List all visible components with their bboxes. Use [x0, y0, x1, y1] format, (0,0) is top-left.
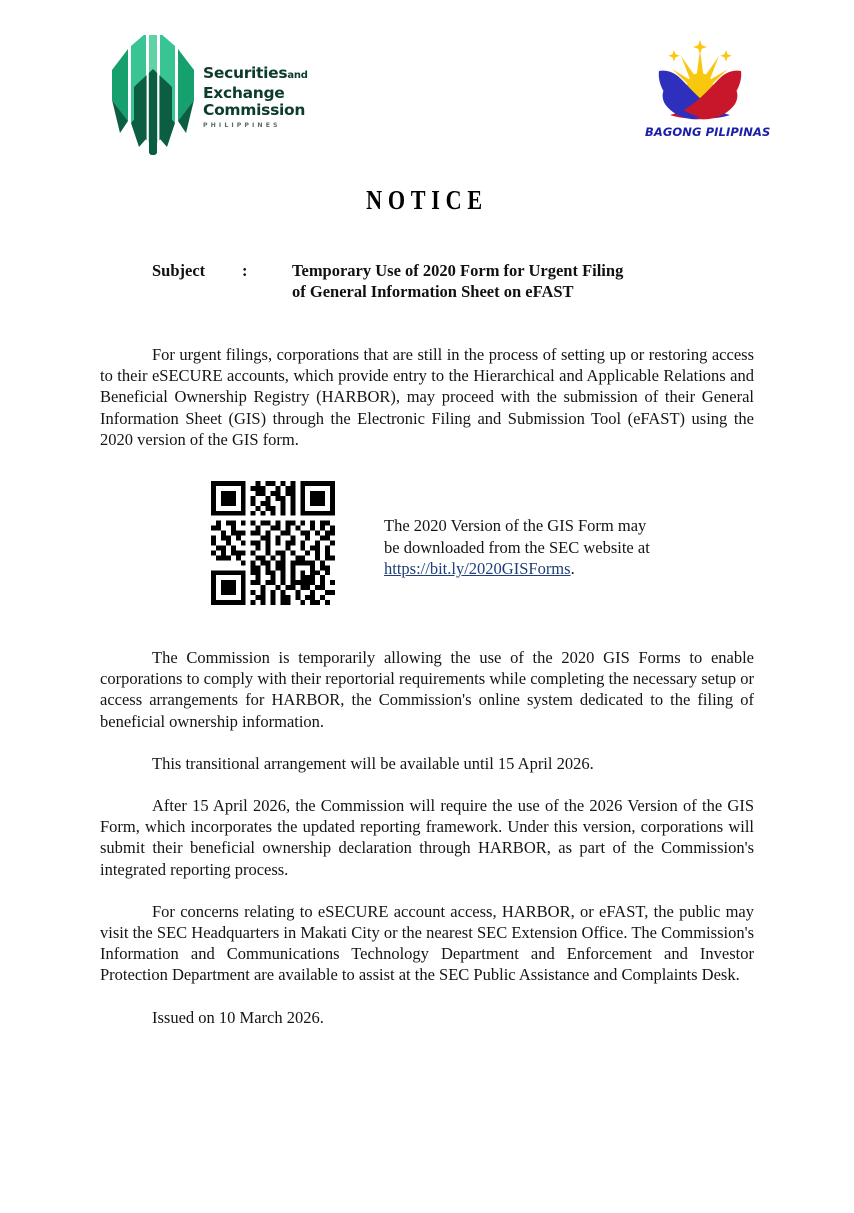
page-title: NOTICE	[366, 185, 488, 215]
qr-code	[211, 481, 335, 605]
subject-value-line2: of General Information Sheet on eFAST	[292, 282, 574, 301]
qr-code-image	[211, 481, 335, 605]
notice-document	[100, 185, 754, 1028]
qr-text-line3	[384, 558, 650, 580]
bagong-pilipinas-logo	[645, 38, 771, 139]
spacer	[100, 986, 754, 1007]
spacer	[100, 774, 754, 795]
spacer	[100, 302, 754, 344]
sec-wordmark-line3: Commission	[203, 101, 306, 120]
qr-description	[384, 481, 650, 580]
gis-forms-link[interactable]: https://bit.ly/2020GISForms	[384, 559, 571, 579]
sec-wordmark	[203, 61, 308, 129]
paragraph-4: After 15 April 2026, the Commission will require the use of the 2026 Version of the GIS Form, which incorporates the updated reporting framework. Under this version, corporations will submit their beneficial ownership declaration through HARBOR, as part of the Commission's integrated reporting process.	[100, 796, 754, 879]
spacer	[100, 732, 754, 753]
sec-wordmark-line2: Exchange	[203, 83, 285, 102]
spacer	[100, 605, 754, 647]
qr-block	[100, 481, 754, 605]
qr-text-line2: be downloaded from the SEC website at	[384, 537, 650, 557]
document-header	[0, 30, 854, 165]
subject-value-line1: Temporary Use of 2020 Form for Urgent Filing	[292, 261, 624, 280]
qr-link-period: .	[570, 559, 575, 579]
sec-wordmark-tagline: PHILIPPINES	[203, 121, 281, 129]
spacer	[100, 880, 754, 901]
sec-word-securities: Securities	[203, 64, 288, 83]
sec-word-and: and	[287, 70, 308, 82]
bagong-pilipinas-caption: BAGONG PILIPINAS	[645, 125, 771, 139]
subject-line	[152, 260, 754, 302]
sec-wordmark-line1	[203, 65, 308, 85]
paragraph-5: For concerns relating to eSECURE account access, HARBOR, or eFAST, the public may visit the SEC Headquarters in Makati City or the nearest SEC Extension Office. The Commission's Information and Communications Technology Department and Enforcement and Investor Protection Department are available to assist at the SEC Public Assistance and Complaints Desk.	[100, 901, 754, 985]
sec-hexagon-mark	[112, 35, 194, 155]
paragraph-2: The Commission is temporarily allowing the use of the 2020 GIS Forms to enable corporations to comply with their reportorial requirements while completing the necessary setup or access arrangements for HARBOR, the Commission's online system dedicated to the filing of beneficial ownership information.	[100, 648, 754, 731]
bagong-pilipinas-sun-mark	[650, 38, 750, 123]
subject-label: Subject	[152, 261, 206, 280]
paragraph-3: This transitional arrangement will be available until 15 April 2026.	[152, 753, 594, 773]
qr-text-line1: The 2020 Version of the GIS Form may	[384, 516, 647, 536]
subject-colon: :	[242, 261, 248, 280]
paragraph-1: For urgent filings, corporations that are still in the process of setting up or restoring access to their eSECURE accounts, which provide entry to the Hierarchical and Applicable Relations and Beneficial Ownership Registry (HARBOR), may proceed with the submission of their General Information Sheet (GIS) through the Electronic Filing and Submission Tool (eFAST) using the 2020 version of the GIS form.	[100, 345, 754, 449]
subject-value	[292, 260, 754, 302]
paragraph-6: Issued on 10 March 2026.	[152, 1007, 324, 1027]
sec-logo	[112, 35, 308, 155]
